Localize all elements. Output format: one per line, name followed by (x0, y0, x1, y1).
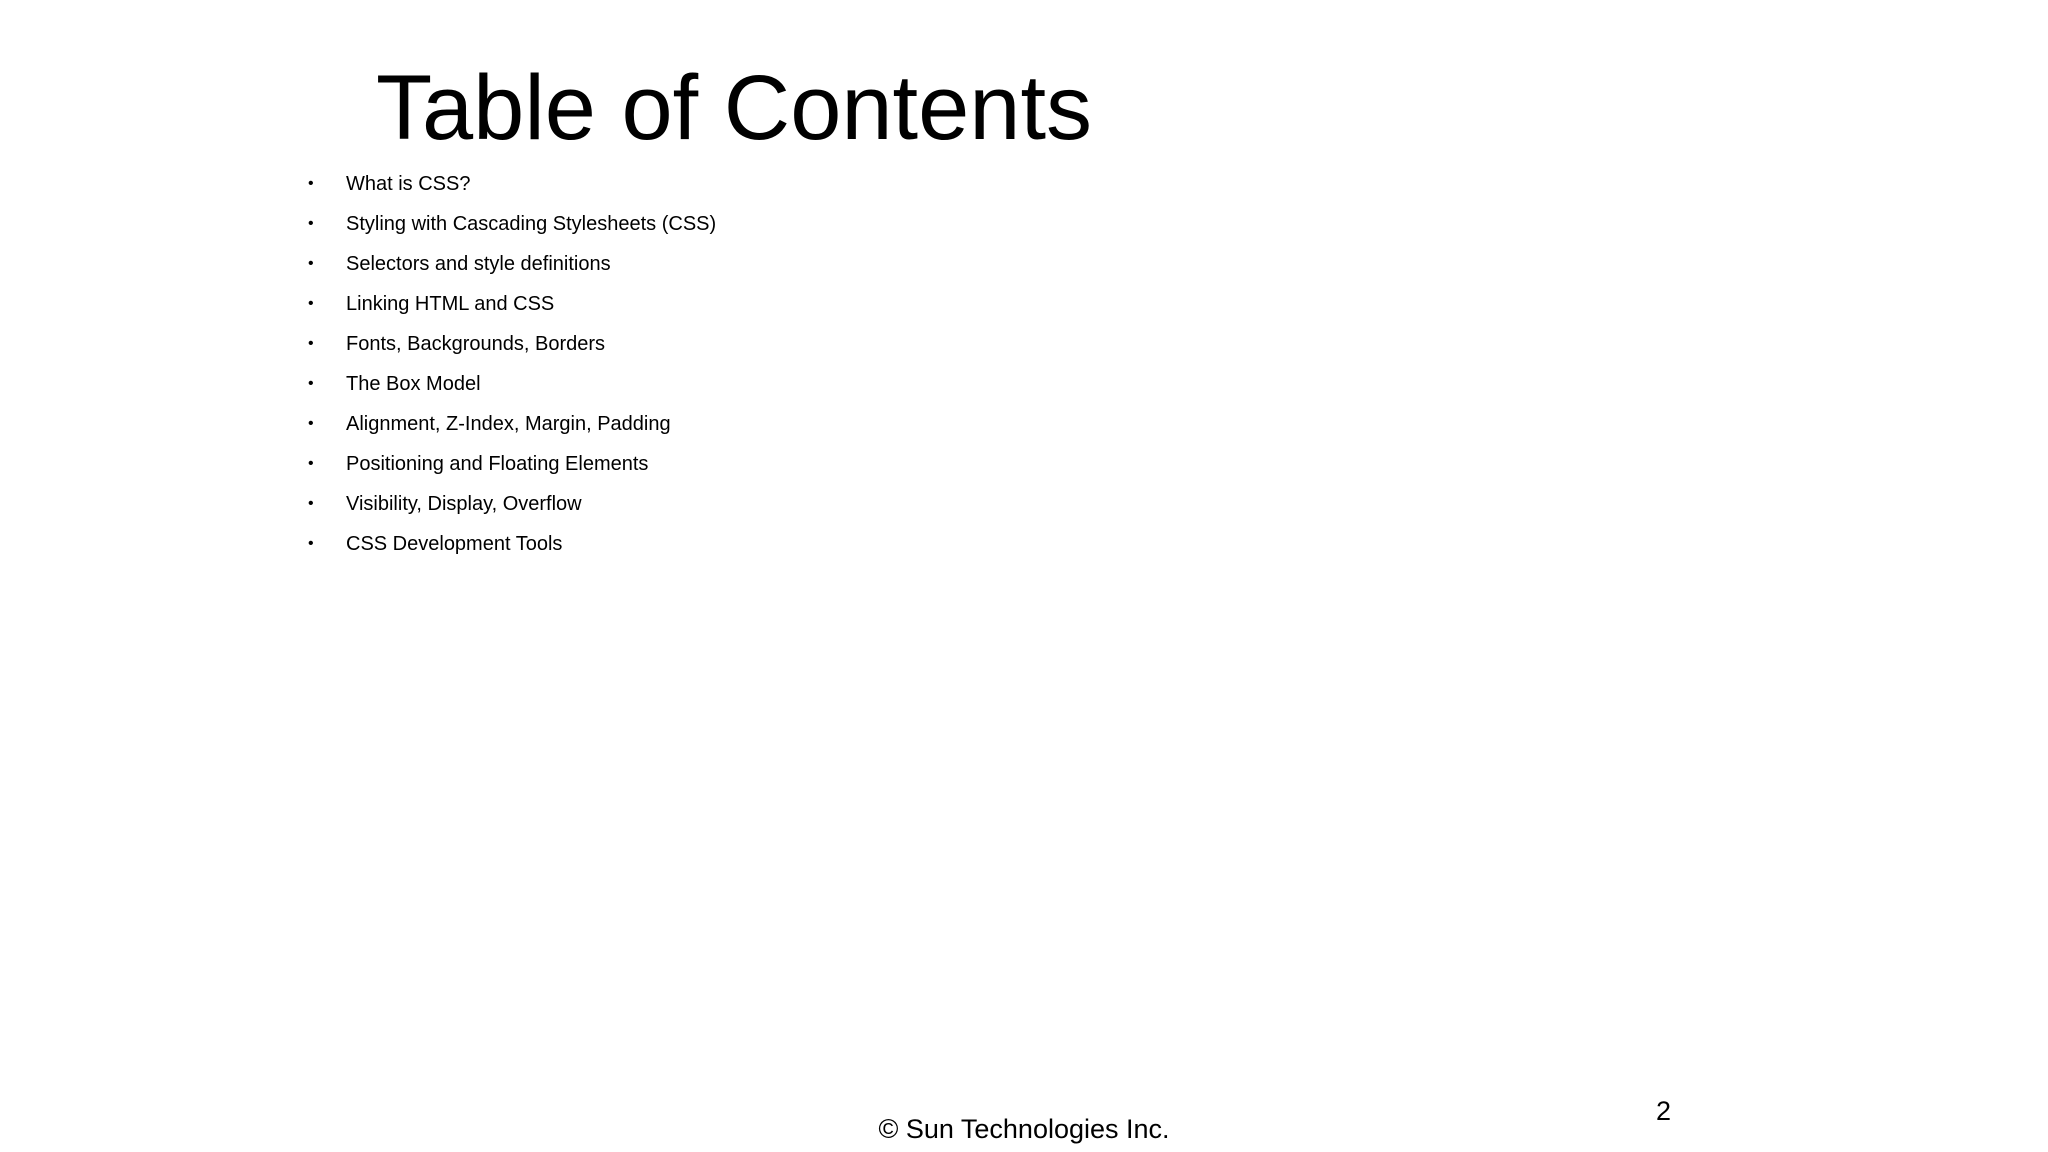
list-item-text: Linking HTML and CSS (346, 292, 555, 315)
list-item (300, 284, 716, 324)
list-item (300, 364, 716, 404)
list-item (300, 484, 716, 524)
list-item-text: Fonts, Backgrounds, Borders (346, 332, 606, 355)
bullet-icon: • (308, 295, 314, 312)
bullet-icon: • (308, 455, 314, 472)
list-item (300, 324, 716, 364)
bullet-icon: • (308, 255, 314, 272)
list-item-text: What is CSS? (346, 172, 471, 195)
list-item-text: Alignment, Z-Index, Margin, Padding (346, 412, 671, 435)
list-item (300, 444, 716, 484)
bullet-icon: • (308, 535, 314, 552)
list-item-text: CSS Development Tools (346, 532, 563, 555)
list-item-text: Positioning and Floating Elements (346, 452, 649, 475)
list-item (300, 244, 716, 284)
bullet-icon: • (308, 495, 314, 512)
list-item (300, 164, 716, 204)
bullet-icon: • (308, 375, 314, 392)
list-item-text: The Box Model (346, 372, 481, 395)
list-item (300, 204, 716, 244)
slide-title: Table of Contents (376, 57, 1093, 159)
list-item-text: Selectors and style definitions (346, 252, 611, 275)
table-of-contents-list (300, 164, 716, 564)
list-item-text: Styling with Cascading Stylesheets (CSS) (346, 212, 717, 235)
bullet-icon: • (308, 175, 314, 192)
list-item-text: Visibility, Display, Overflow (346, 492, 582, 515)
bullet-icon: • (308, 215, 314, 232)
copyright-footer: © Sun Technologies Inc. (878, 1114, 1170, 1144)
bullet-icon: • (308, 415, 314, 432)
page-number: 2 (1656, 1096, 1672, 1126)
bullet-icon: • (308, 335, 314, 352)
list-item (300, 404, 716, 444)
list-item (300, 524, 716, 564)
